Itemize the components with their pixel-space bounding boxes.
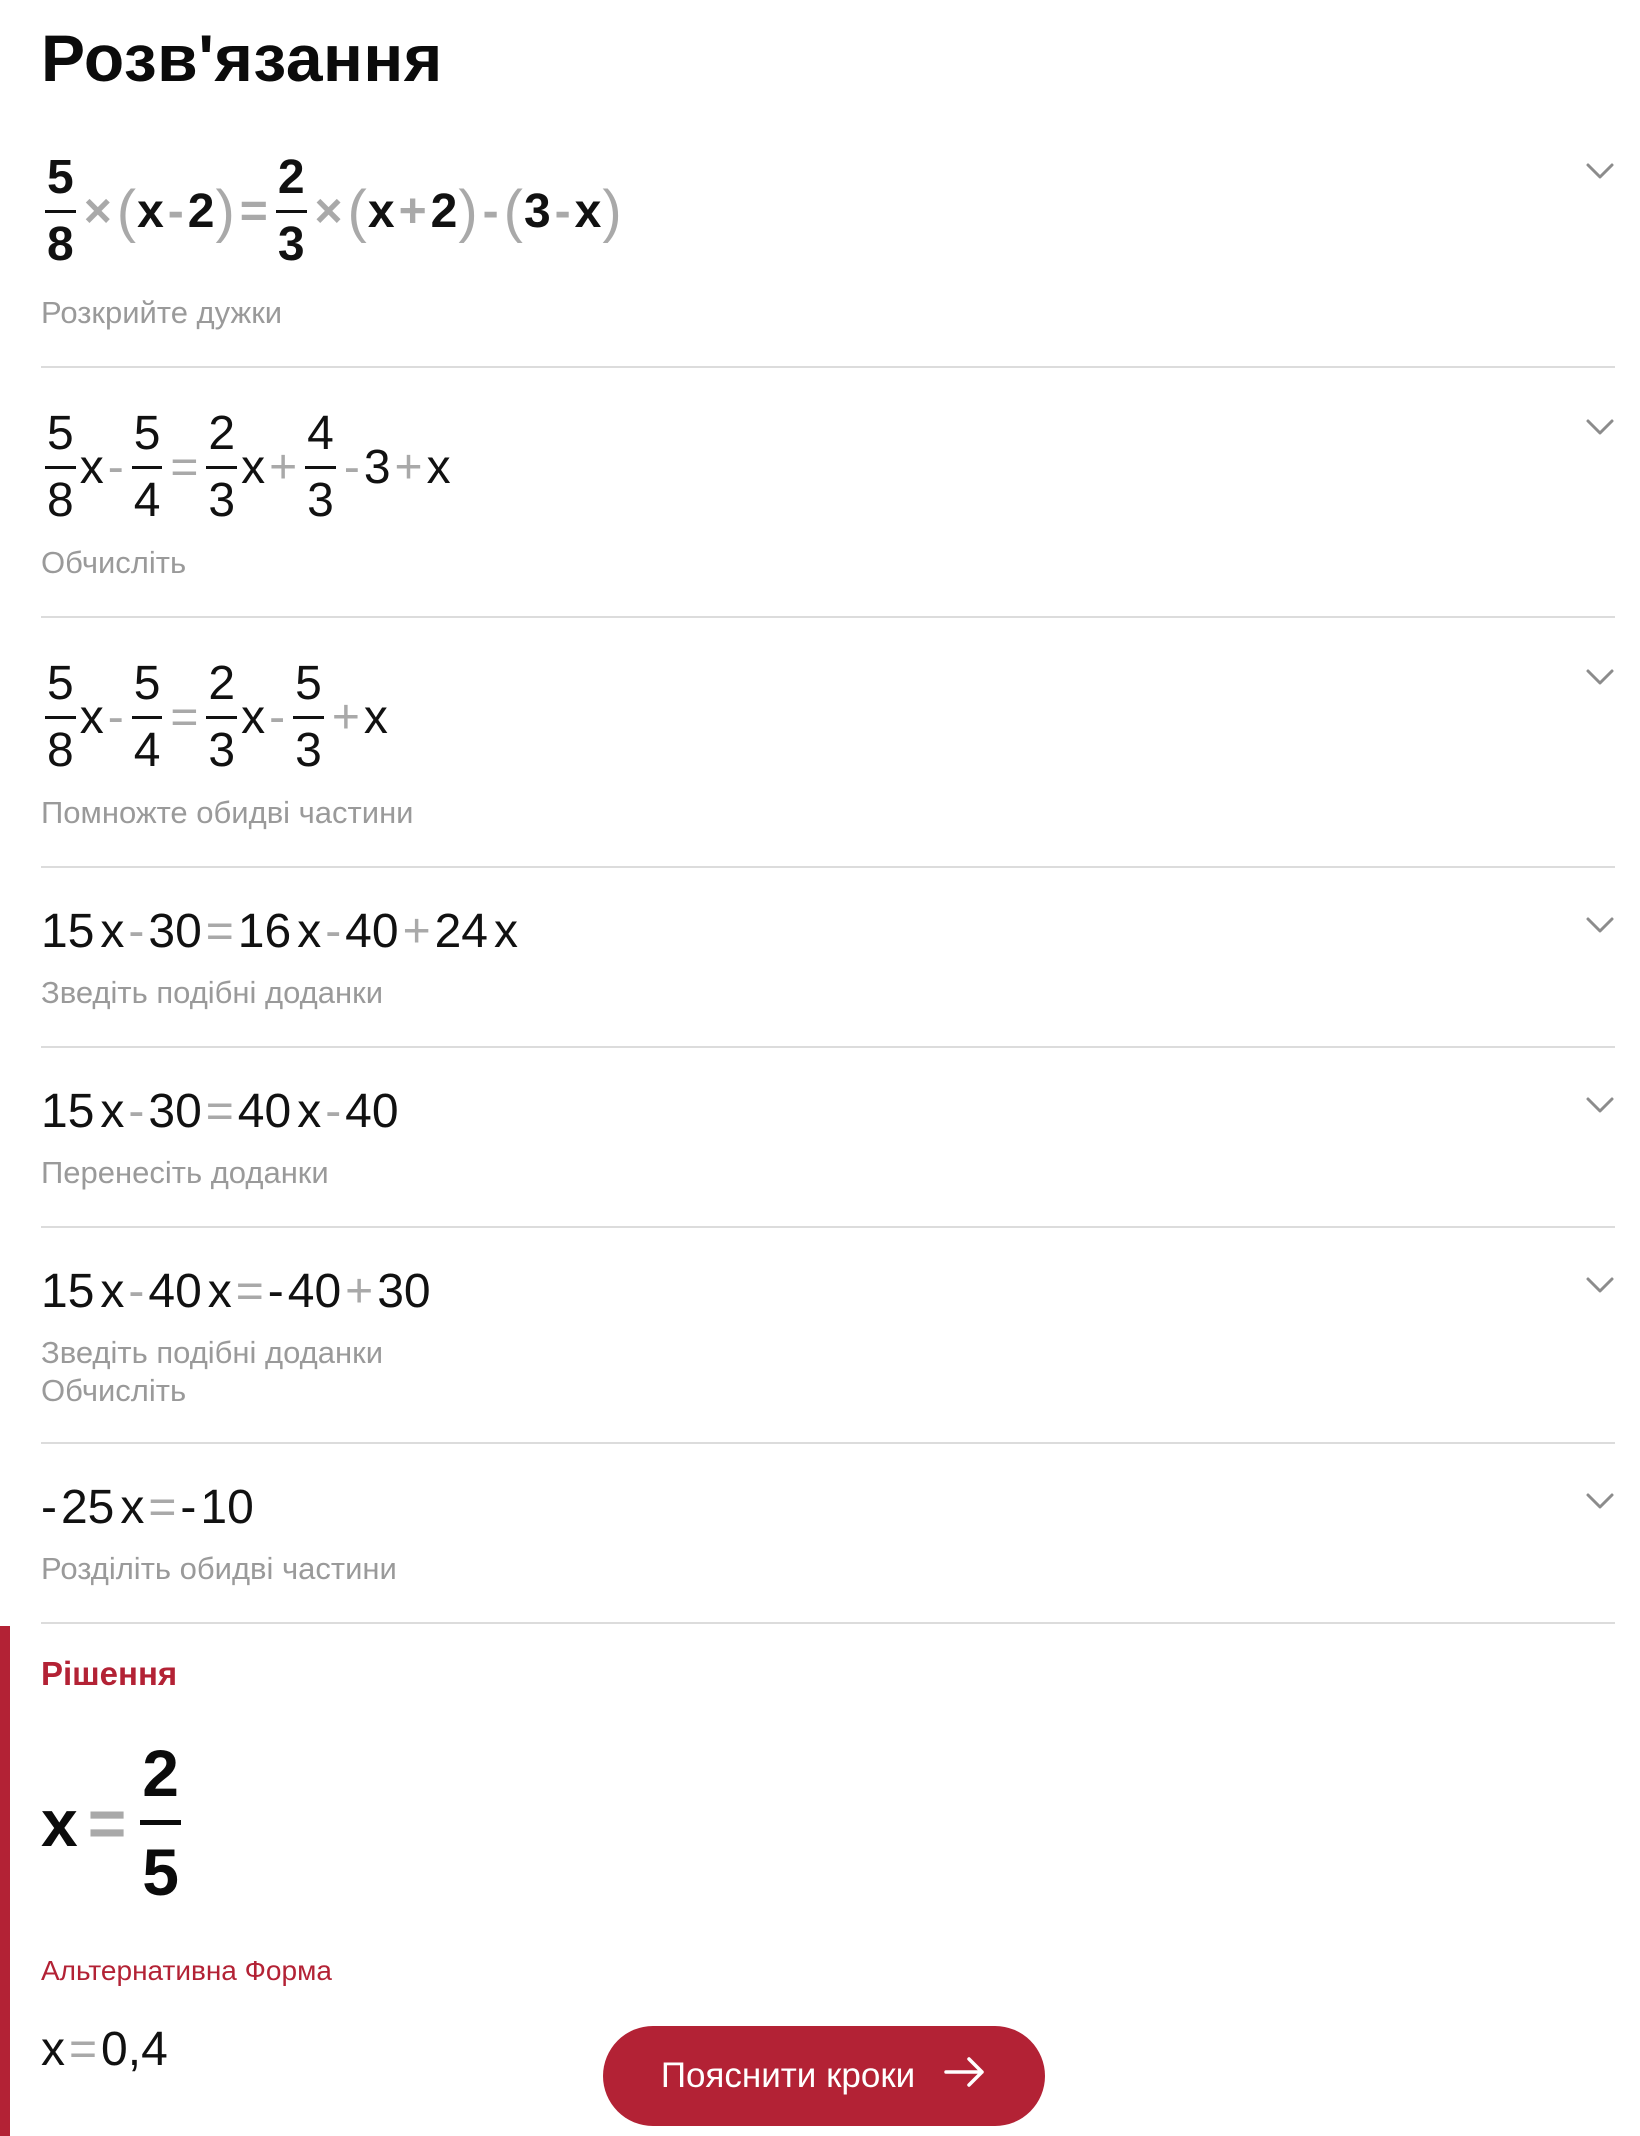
explain-steps-button[interactable]	[603, 2026, 1045, 2126]
chevron-down-icon[interactable]	[1585, 1486, 1615, 1516]
step-description: Помножте обидві частини	[41, 795, 414, 830]
fraction: $\frac{2}{3}$	[208, 657, 236, 777]
solution-equation: x = 2 5	[41, 1736, 179, 1909]
fraction: $\frac{5}{4}$	[133, 407, 161, 527]
chevron-down-icon[interactable]	[1585, 412, 1615, 442]
fraction: $\frac{4}{3}$	[307, 407, 334, 527]
chevron-down-icon[interactable]	[1585, 662, 1615, 692]
solution-fraction: 2 5	[142, 1736, 179, 1909]
fraction: $\frac{5}{8}$	[47, 407, 74, 527]
step-equation: $\frac{5}{8}$ x - $\frac{5}{4}$ = $\frac{2}{3}$ x + $\frac{4}{3}$ - 3 + x	[47, 407, 451, 527]
fraction: $\frac{5}{8}$	[47, 657, 74, 777]
chevron-down-icon[interactable]	[1585, 156, 1615, 186]
solution-title: Рішення	[41, 1655, 178, 1692]
step-2[interactable]	[41, 368, 1615, 618]
step-6[interactable]	[41, 1228, 1615, 1444]
step-3[interactable]	[41, 618, 1615, 868]
fraction: $\frac{2}{3}$	[208, 407, 236, 527]
fraction: $\frac{5}{3}$	[295, 657, 322, 777]
step-5[interactable]	[41, 1048, 1615, 1228]
step-description: Розкрийте дужки	[41, 295, 283, 330]
step-4[interactable]	[41, 868, 1615, 1048]
alternative-form-title: Альтернативна Форма	[41, 1955, 332, 1986]
solution-accent-bar	[0, 1626, 10, 2136]
step-7[interactable]	[41, 1444, 1615, 1624]
explain-steps-label: Пояснити кроки	[660, 2056, 916, 2095]
step-equation: $\frac{5}{8}$ x - $\frac{5}{4}$ = $\frac{2}{3}$ x - $\frac{5}{3}$ + x	[47, 657, 388, 777]
arrow-right-icon	[943, 2056, 987, 2097]
step-description: Зведіть подібні доданки	[41, 1335, 384, 1370]
page-title: Розв'язання	[41, 21, 443, 95]
fraction: $\frac{2}{3}$	[277, 151, 305, 271]
step-equation: 15 x - 30 = 16 x - 40 + 24 x	[41, 905, 518, 958]
step-equation: 15 x - 40 x = - 40 + 30	[41, 1265, 431, 1318]
fraction: $\frac{5}{4}$	[133, 657, 161, 777]
step-equation: $\frac{5}{8}$ × ( x - 2 ) = $\frac{2}{3}$ × ( x + 2 ) - ( 3 - x )	[47, 151, 622, 271]
step-description: Обчисліть	[41, 545, 187, 580]
step-description-2: Обчисліть	[41, 1373, 187, 1408]
alternative-form-equation: x = 0,4	[41, 2023, 168, 2076]
step-description: Перенесіть доданки	[41, 1155, 329, 1190]
chevron-down-icon[interactable]	[1585, 910, 1615, 940]
chevron-down-icon[interactable]	[1585, 1270, 1615, 1300]
chevron-down-icon[interactable]	[1585, 1090, 1615, 1120]
step-equation: 15 x - 30 = 40 x - 40	[41, 1085, 399, 1138]
step-1[interactable]	[41, 140, 1615, 368]
fraction: $\frac{5}{8}$	[47, 151, 74, 271]
step-equation: - 25 x = - 10	[41, 1481, 254, 1534]
step-description: Розділіть обидві частини	[41, 1551, 397, 1586]
step-description: Зведіть подібні доданки	[41, 975, 384, 1010]
